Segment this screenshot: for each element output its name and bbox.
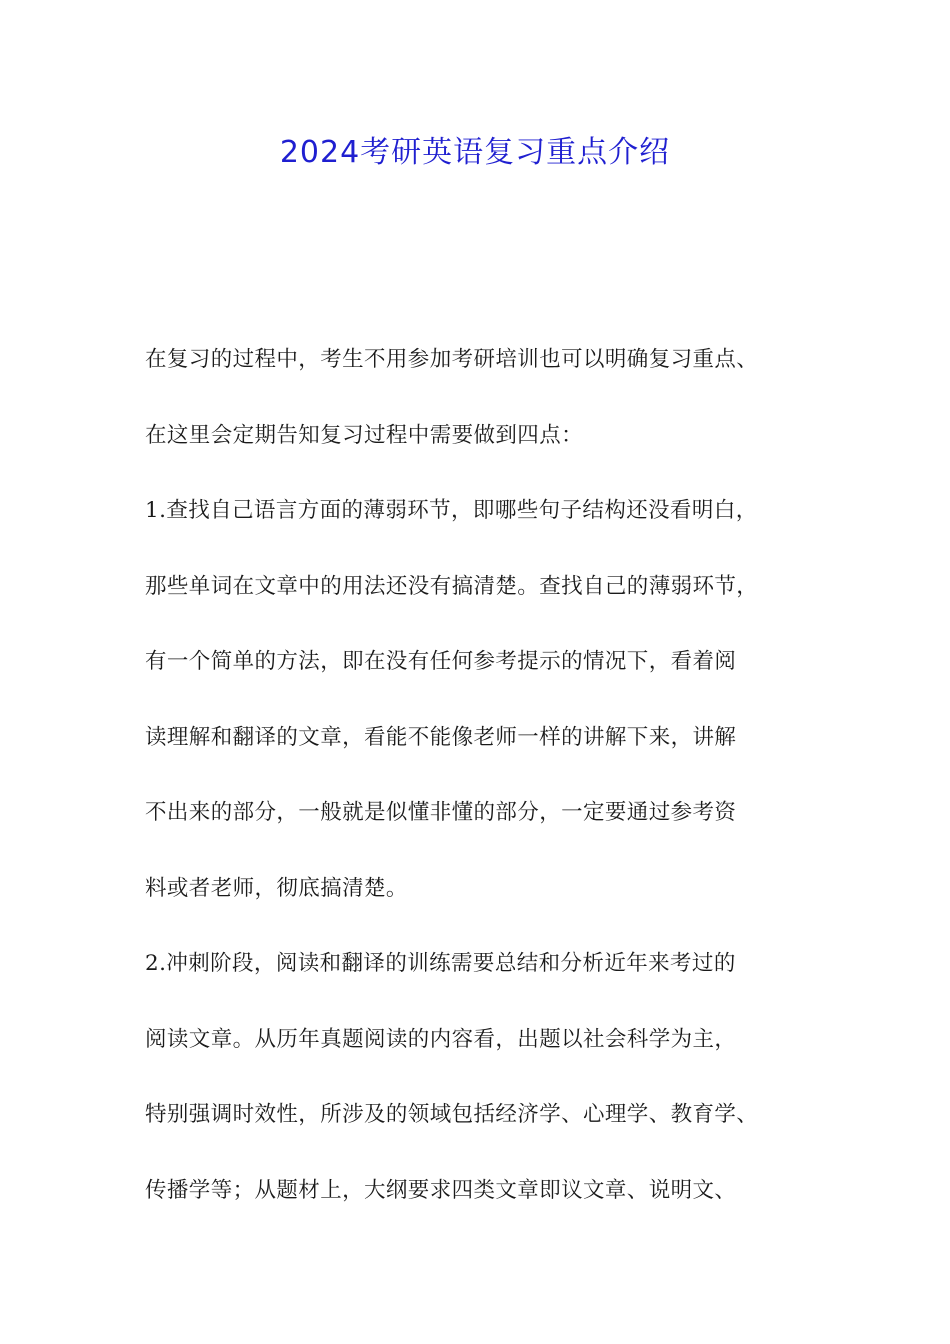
body-line-12: 传播学等；从题材上，大纲要求四类文章即议文章、说明文、: [145, 1177, 737, 1203]
body-line-7: 不出来的部分，一般就是似懂非懂的部分，一定要通过参考资: [145, 800, 737, 825]
body-line-5: 有一个简单的方法，即在没有任何参考提示的情况下，看着阅: [145, 649, 737, 674]
body-line-3: 1.查找自己语言方面的薄弱环节，即哪些句子结构还没看明白，: [145, 498, 758, 523]
body-line-6: 读理解和翻译的文章，看能不能像老师一样的讲解下来，讲解: [145, 724, 737, 750]
body-line-2: 在这里会定期告知复习过程中需要做到四点：: [145, 422, 584, 448]
body-line-10: 阅读文章。从历年真题阅读的内容看，出题以社会科学为主，: [145, 1026, 737, 1052]
body-line-4: 那些单词在文章中的用法还没有搞清楚。查找自己的薄弱环节，: [145, 573, 759, 599]
document-title: 2024考研英语复习重点介绍: [279, 135, 671, 170]
body-line-1: 在复习的过程中，考生不用参加考研培训也可以明确复习重点、: [145, 347, 759, 372]
body-line-9: 2.冲刺阶段，阅读和翻译的训练需要总结和分析近年来考过的: [145, 951, 736, 976]
document-body: [145, 340, 835, 1246]
body-line-11: 特别强调时效性，所涉及的领域包括经济学、心理学、教育学、: [145, 1102, 759, 1127]
body-line-8: 料或者老师，彻底搞清楚。: [145, 875, 408, 901]
